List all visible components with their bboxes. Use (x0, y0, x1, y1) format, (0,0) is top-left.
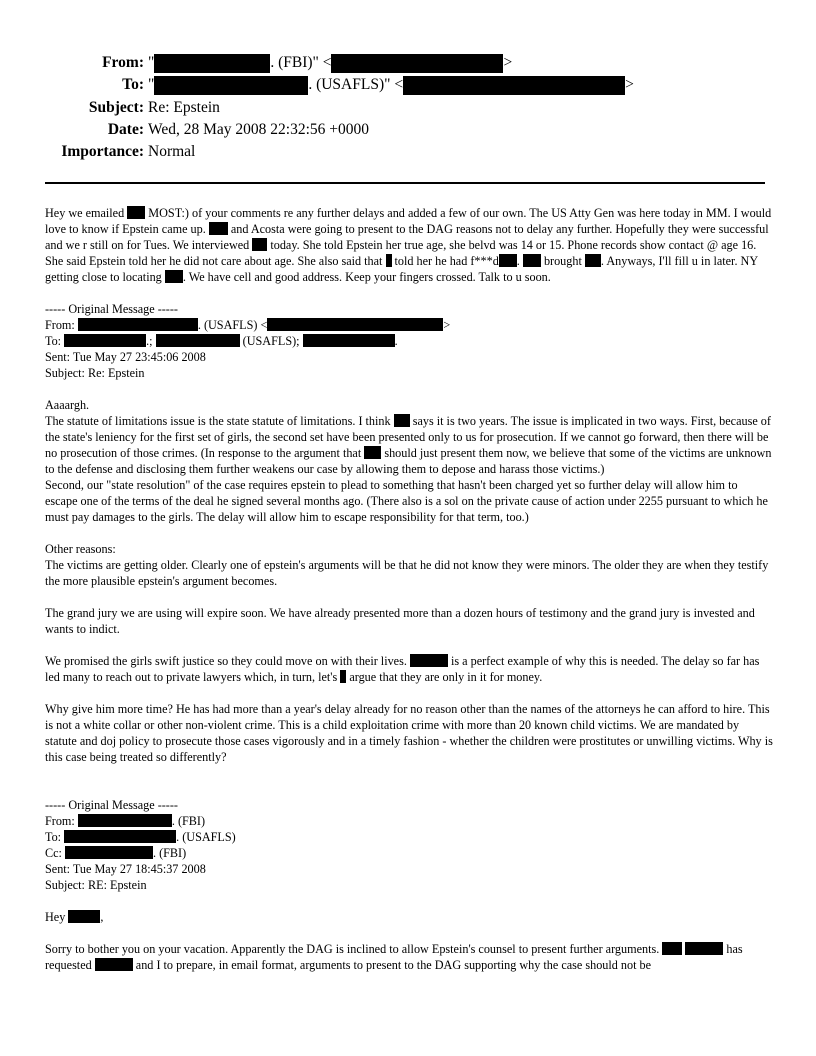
subject-value: Re: Epstein (148, 98, 220, 116)
redaction-block (252, 238, 267, 251)
orig2-subject: Subject: RE: Epstein (45, 878, 147, 892)
redaction-block (386, 254, 392, 267)
orig1-paragraph-3: The victims are getting older. Clearly one of epstein's arguments will be that he did not know they were minors. The older they are when they testify the more plausible epstein's argument becomes. (45, 558, 769, 588)
redaction-block (410, 654, 448, 667)
redaction-block (209, 222, 228, 235)
orig1-from: From: . (USAFLS) < > (45, 318, 451, 332)
orig2-greeting: Hey , (45, 910, 104, 924)
orig1-paragraph-5: We promised the girls swift justice so they could move on with their lives. is a perfect example of why this is needed. The delay so far has led many to reach out to private lawyers which, in turn, let's argue that they are only in it for money. (45, 654, 760, 684)
orig1-paragraph-4: The grand jury we are using will expire soon. We have already presented more than a dozen hours of testimony and the grand jury is invested and wants to indict. (45, 606, 755, 636)
orig1-paragraph-2: Second, our "state resolution" of the case requires epstein to plead to something that hasn't been charged yet so further delay will allow him to escape one of the terms of the deal he signed several months ago. (There also is a sol on the private cause of action under 2255 pursuant to which he must pay damages to the girls. The delay will allow him to escape responsibility for that term, too.) (45, 478, 768, 524)
orig1-other-reasons: Other reasons: (45, 542, 116, 556)
redaction-block (585, 254, 601, 267)
redaction-block (154, 76, 308, 95)
redaction-block (156, 334, 240, 347)
redaction-block (403, 76, 625, 95)
header-date-row (0, 119, 816, 141)
redaction-block (127, 206, 145, 219)
redaction-block (165, 270, 183, 283)
message-paragraph: Hey we emailed MOST:) of your comments re any further delays and added a few of our own. The US Atty Gen was here today in MM. I would love to know if Epstein came up. and Acosta were going to present to the DAG reasons not to delay any further. Hopefully they were successful and we r still on for Tues. We interviewed today. She told Epstein her true age, she belvd was 14 or 15. Phone records show contact @ age 16. She said Epstein told her he did not care about age. She also said that told her he had f***d . brought . Anyways, I'll fill u in later. NY getting close to locating . We have cell and good address. Keep your fingers crossed. Talk to u soon. (45, 206, 772, 284)
redaction-block (267, 318, 443, 331)
redaction-block (65, 846, 153, 859)
redaction-block (364, 446, 381, 459)
orig1-to: To: .; (USAFLS); . (45, 334, 398, 348)
header-importance-row (0, 141, 816, 163)
orig1-paragraph-6: Why give him more time? He has had more than a year's delay already for no reason other than the names of the attorneys he can afford to hire. This is not a white collar or other non-violent crime. This is a child exploitation crime with more than 20 known child victims. We are mandated by statute and doj policy to prosecute those cases vigorously and in a timely fashion - whether the children were prostitutes or unwilling victims. Why is this case being treated so differently? (45, 702, 773, 764)
orig2-from: From: . (FBI) (45, 814, 206, 828)
orig2-separator: ----- Original Message ----- (45, 798, 178, 812)
redaction-block (662, 942, 682, 955)
orig1-separator: ----- Original Message ----- (45, 302, 178, 316)
redaction-block (523, 254, 541, 267)
from-mid-text: . (FBI)" < (270, 54, 332, 71)
orig2-sent: Sent: Tue May 27 18:45:37 2008 (45, 862, 206, 876)
to-mid-text: . (USAFLS)" < (308, 76, 404, 94)
redaction-block (78, 318, 198, 331)
header-subject-row (0, 97, 816, 119)
from-label: From: (102, 54, 144, 71)
orig2-paragraph-1: Sorry to bother you on your vacation. Apparently the DAG is inclined to allow Epstein's counsel to present further arguments. has requested and I to prepare, in email format, arguments to present to the DAG supporting why the case should not be (45, 942, 743, 972)
redaction-block (331, 54, 503, 73)
orig1-subject: Subject: Re: Epstein (45, 366, 145, 380)
orig2-cc: Cc: . (FBI) (45, 846, 187, 860)
redaction-block (154, 54, 270, 73)
date-label: Date: (107, 120, 144, 138)
email-body (45, 205, 773, 973)
redaction-block (64, 830, 176, 843)
orig1-greeting: Aaaargh. (45, 398, 90, 412)
redaction-block (68, 910, 100, 923)
orig1-sent: Sent: Tue May 27 23:45:06 2008 (45, 350, 206, 364)
importance-value: Normal (148, 143, 196, 161)
orig2-to: To: . (USAFLS) (45, 830, 236, 844)
header-from-row: From: " . (FBI)" < > (0, 52, 816, 74)
redaction-block (95, 958, 133, 971)
redaction-block (499, 254, 517, 267)
email-header (0, 52, 816, 163)
redaction-block (340, 670, 346, 683)
subject-label: Subject: (88, 98, 144, 116)
redaction-block (78, 814, 172, 827)
redaction-block (64, 334, 146, 347)
importance-label: Importance: (61, 143, 144, 161)
header-to-row: To: " . (USAFLS)" < > (0, 74, 816, 96)
orig1-paragraph-1: The statute of limitations issue is the state statute of limitations. I think says it is two years. The issue is implicated in two ways. First, because of the state's leniency for the first set of girls, the second set have been presented only to us for prosecution. If we cannot go forward, then there will be no prosecution of those crimes. (In response to the argument that should just present them now, we believe that some of the victims are unknown to the defense and disclosing them further weakens our case by allowing them to depose and harass those victims.) (45, 414, 772, 476)
to-label: To: (122, 76, 144, 94)
header-divider (45, 182, 765, 184)
redaction-block (685, 942, 723, 955)
redaction-block (303, 334, 395, 347)
redaction-block (394, 414, 410, 427)
date-value: Wed, 28 May 2008 22:32:56 +0000 (148, 120, 370, 138)
